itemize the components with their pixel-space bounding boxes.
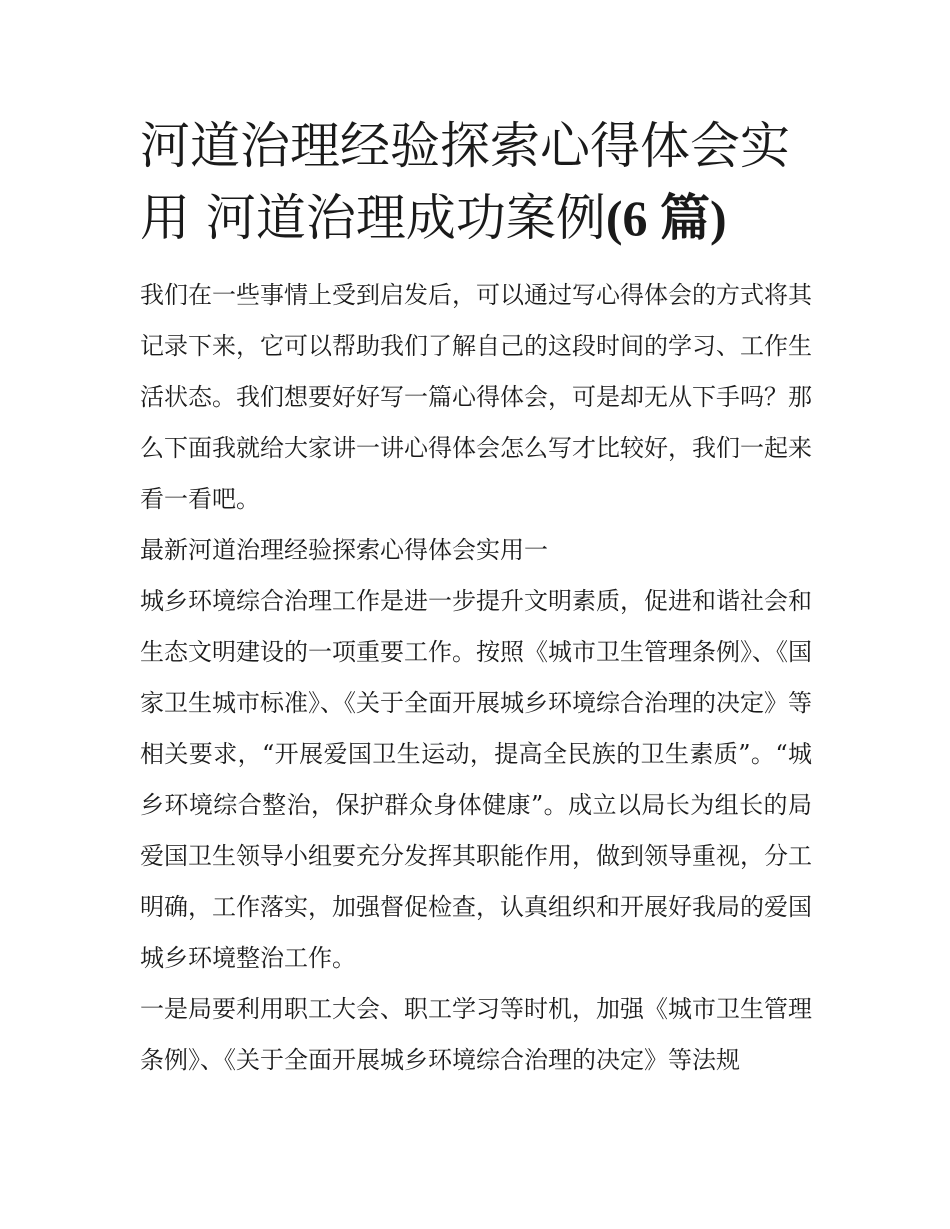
body-paragraph: 一是局要利用职工大会、职工学习等时机，加强《城市卫生管理条例》、《关于全面开展城乡环境综合治理的决定》等法规 (140, 995, 812, 1074)
section-heading: 最新河道治理经验探索心得体会实用一 (140, 536, 548, 564)
document-content (140, 110, 812, 1086)
document-body (140, 270, 812, 1086)
document-title-main: 河道治理经验探索心得体会实用 河道治理成功案例 (140, 117, 790, 247)
intro-paragraph: 我们在一些事情上受到启发后，可以通过写心得体会的方式将其记录下来，它可以帮助我们了解自己的这段时间的学习、工作生活状态。我们想要好好写一篇心得体会，可是却无从下手吗？那么下面我就给大家讲一讲心得体会怎么写才比较好，我们一起来看一看吧。 (140, 281, 812, 513)
body-paragraph: 城乡环境综合治理工作是进一步提升文明素质，促进和谐社会和生态文明建设的一项重要工作。按照《城市卫生管理条例》、《国家卫生城市标准》、《关于全面开展城乡环境综合治理的决定》等相关要求，“开展爱国卫生运动，提高全民族的卫生素质”。“城乡环境综合整治，保护群众身体健康”。成立以局长为组长的局爱国卫生领导小组要充分发挥其职能作用，做到领导重视，分工明确，工作落实，加强督促检查，认真组织和开展好我局的爱国城乡环境整治工作。 (140, 587, 812, 972)
document-title-suffix: (6 篇) (605, 190, 727, 246)
document-title (140, 110, 812, 254)
